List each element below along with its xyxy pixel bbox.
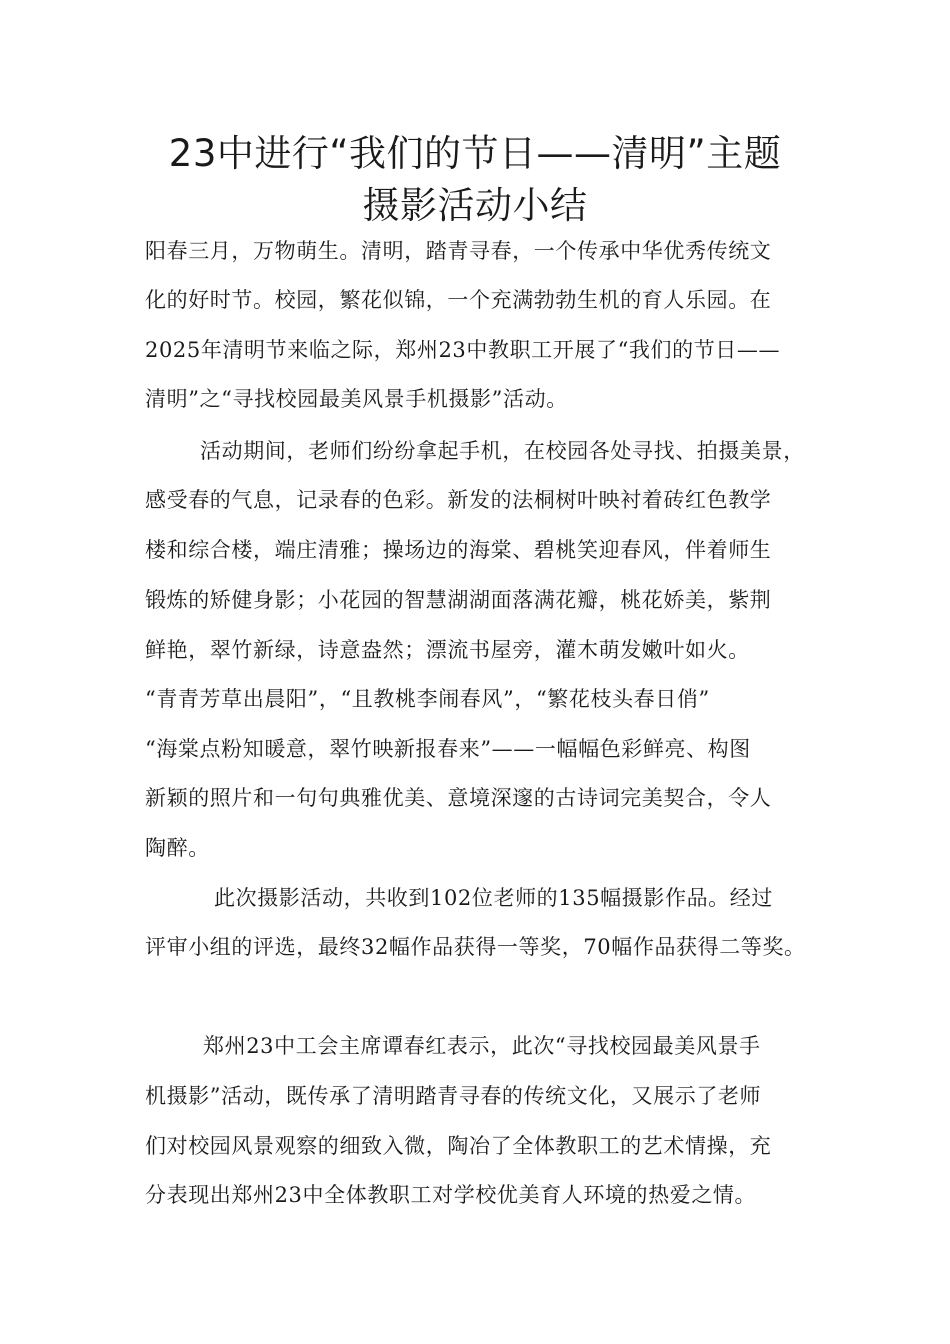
body-line: 陶醉。 <box>145 836 210 860</box>
body-line: “海棠点粉知暖意，翠竹映新报春来”——一幅幅色彩鲜亮、构图 <box>145 737 751 761</box>
body-line: 郑州23中工会主席谭春红表示，此次“寻找校园最美风景手 <box>203 1034 761 1058</box>
body-line: 此次摄影活动，共收到102位老师的135幅摄影作品。经过 <box>214 886 773 910</box>
body-line: 活动期间，老师们纷纷拿起手机，在校园各处寻找、拍摄美景， <box>200 439 805 463</box>
body-line: 清明”之“寻找校园最美风景手机摄影”活动。 <box>145 387 568 411</box>
body-line: 阳春三月，万物萌生。清明，踏青寻春，一个传承中华优秀传统文 <box>145 239 772 263</box>
body-line: 分表现出郑州23中全体教职工对学校优美育人环境的热爱之情。 <box>145 1183 757 1207</box>
body-line: 们对校园风景观察的细致入微，陶冶了全体教职工的艺术情操，充 <box>145 1134 772 1158</box>
body-line: 鲜艳，翠竹新绿，诗意盎然；漂流书屋旁，灌木萌发嫩叶如火。 <box>145 638 750 662</box>
body-line: 2025年清明节来临之际，郑州23中教职工开展了“我们的节日—— <box>145 338 781 362</box>
document-title-line-2: 摄影活动小结 <box>362 184 588 227</box>
body-line: 感受春的气息，记录春的色彩。新发的法桐树叶映衬着砖红色教学 <box>145 488 772 512</box>
body-line: 新颖的照片和一句句典雅优美、意境深邃的古诗词完美契合，令人 <box>145 786 772 810</box>
document-title-line-1: 23中进行“我们的节日——清明”主题 <box>168 132 782 175</box>
body-line: 评审小组的评选，最终32幅作品获得一等奖，70幅作品获得二等奖。 <box>145 935 806 959</box>
body-line: 锻炼的矫健身影；小花园的智慧湖湖面落满花瓣，桃花娇美，紫荆 <box>145 588 772 612</box>
body-line: 机摄影”活动，既传承了清明踏青寻春的传统文化，又展示了老师 <box>145 1084 762 1108</box>
body-line: 楼和综合楼，端庄清雅；操场边的海棠、碧桃笑迎春风，伴着师生 <box>145 538 772 562</box>
body-line: “青青芳草出晨阳”，“且教桃李闹春风”，“繁花枝头春日俏” <box>145 687 710 711</box>
body-line: 化的好时节。校园，繁花似锦，一个充满勃勃生机的育人乐园。在 <box>145 288 772 312</box>
